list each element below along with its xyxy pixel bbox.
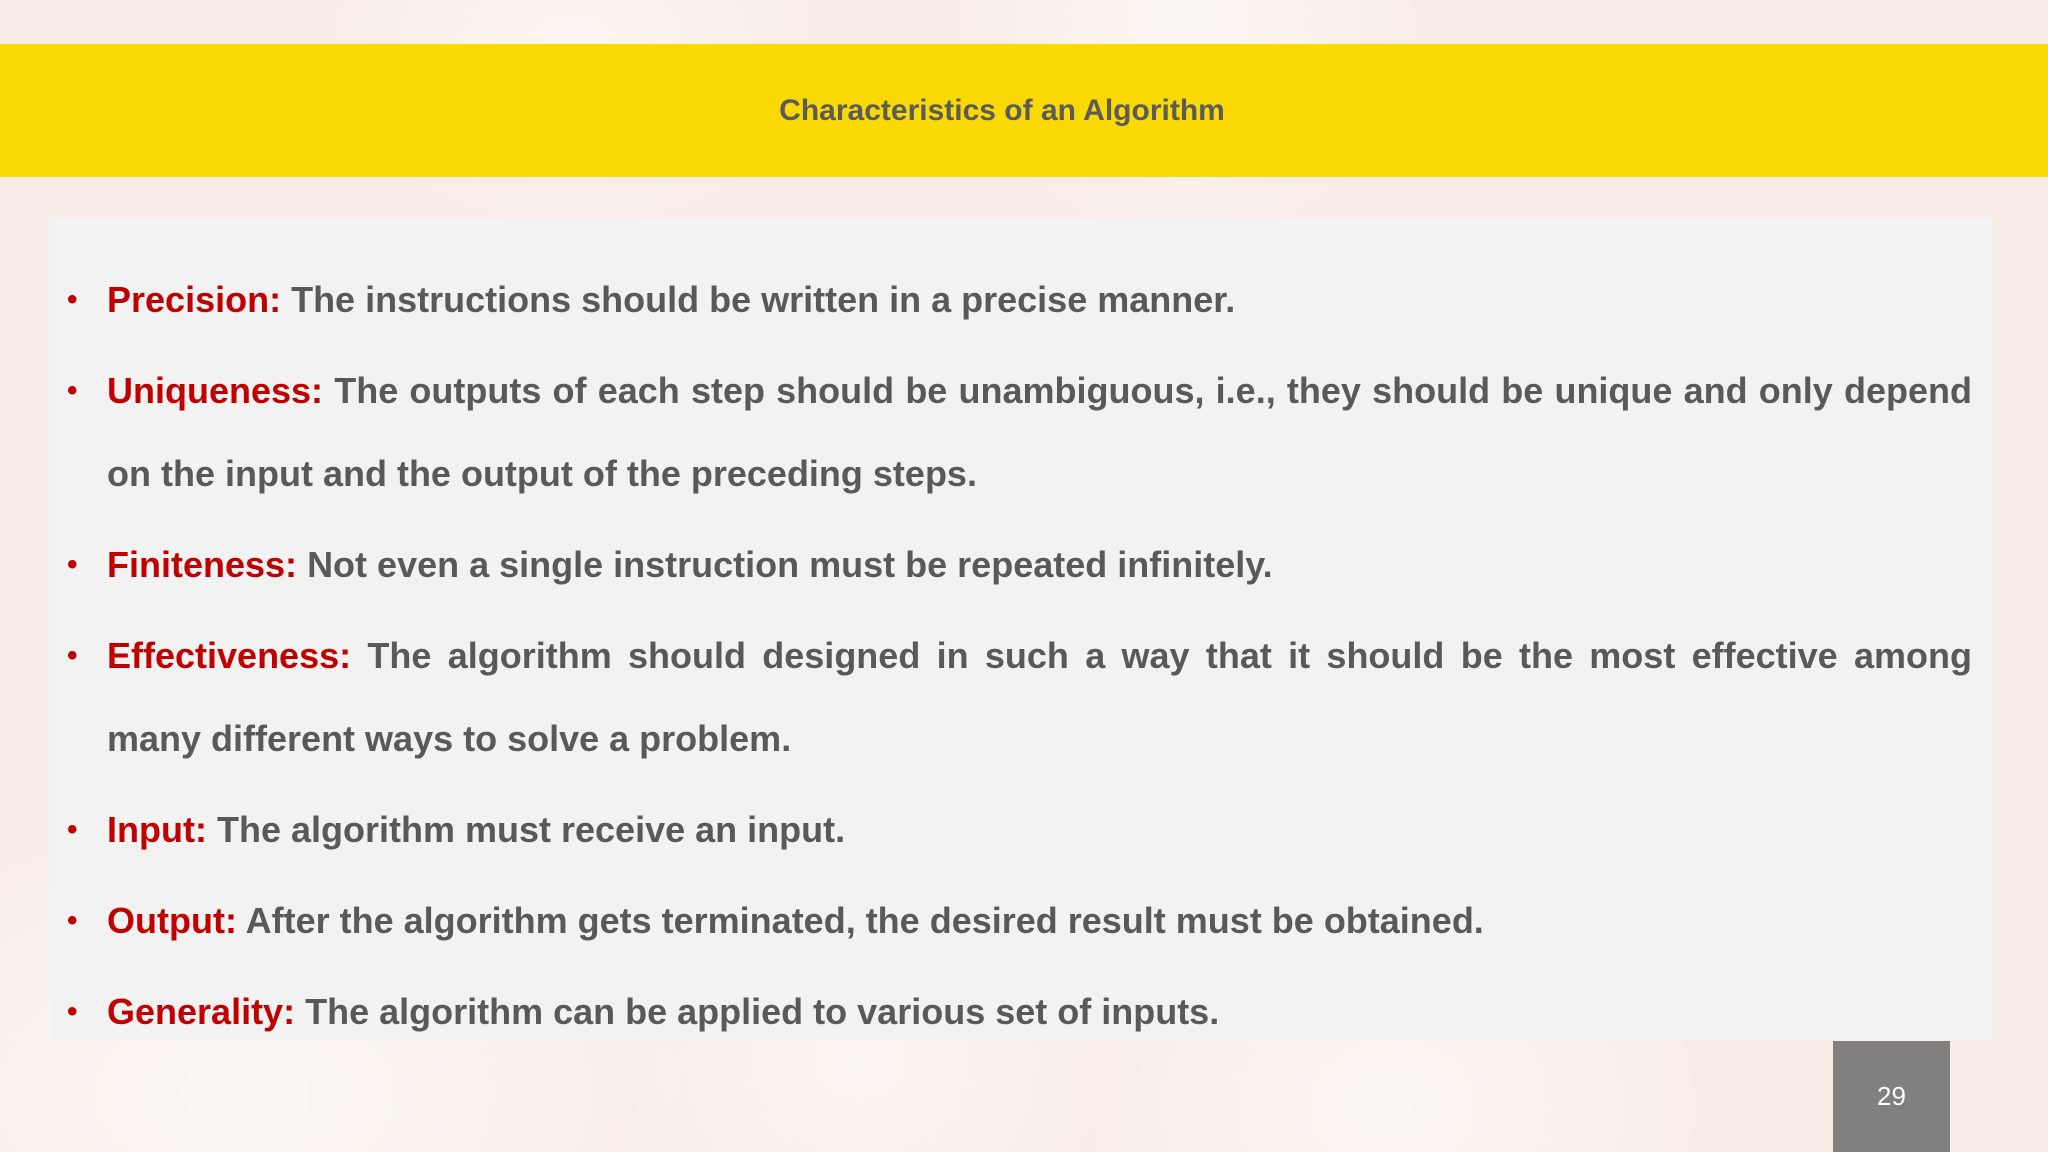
bullet-item-generality [67,970,1972,1053]
bullet-item-output [67,879,1972,962]
bullet-term: Precision: [107,279,282,320]
bullet-dot-icon: • [67,813,78,846]
page-number: 29 [1877,1081,1906,1111]
bullet-term: Input: [107,809,207,850]
page-number-box [1833,1041,1950,1152]
bullet-text: The algorithm should designed in such a way that it should be the most effective among many different ways to solve a problem. [107,635,1972,759]
bullet-term: Output: [107,900,237,941]
bullet-text: The outputs of each step should be unambiguous, i.e., they should be unique and only depend on the input and the output of the preceding steps. [107,370,1972,494]
bullet-text: The algorithm must receive an input. [216,809,846,850]
bullet-item-finiteness [67,523,1972,606]
bullet-text: After the algorithm gets terminated, the desired result must be obtained. [245,900,1484,941]
bullet-dot-icon: • [67,904,78,937]
bullet-term: Generality: [107,991,296,1032]
bullet-text: Not even a single instruction must be repeated infinitely. [307,544,1273,585]
bullet-list [67,258,1972,1053]
content-box [50,218,1992,1040]
bullet-dot-icon: • [67,548,78,581]
bullet-term: Effectiveness: [107,635,352,676]
bullet-item-effectiveness [67,614,1972,780]
title-bar [0,44,2048,177]
bullet-dot-icon: • [67,639,78,672]
bullet-dot-icon: • [67,283,78,316]
bullet-item-precision [67,258,1972,341]
bullet-text: The instructions should be written in a precise manner. [291,279,1236,320]
bullet-item-uniqueness [67,349,1972,515]
slide-title: Characteristics of an Algorithm [779,93,1225,127]
bullet-term: Uniqueness: [107,370,324,411]
bullet-term: Finiteness: [107,544,298,585]
bullet-text: The algorithm can be applied to various set of inputs. [305,991,1220,1032]
bullet-dot-icon: • [67,374,78,407]
bullet-dot-icon: • [67,995,78,1028]
bullet-item-input [67,788,1972,871]
